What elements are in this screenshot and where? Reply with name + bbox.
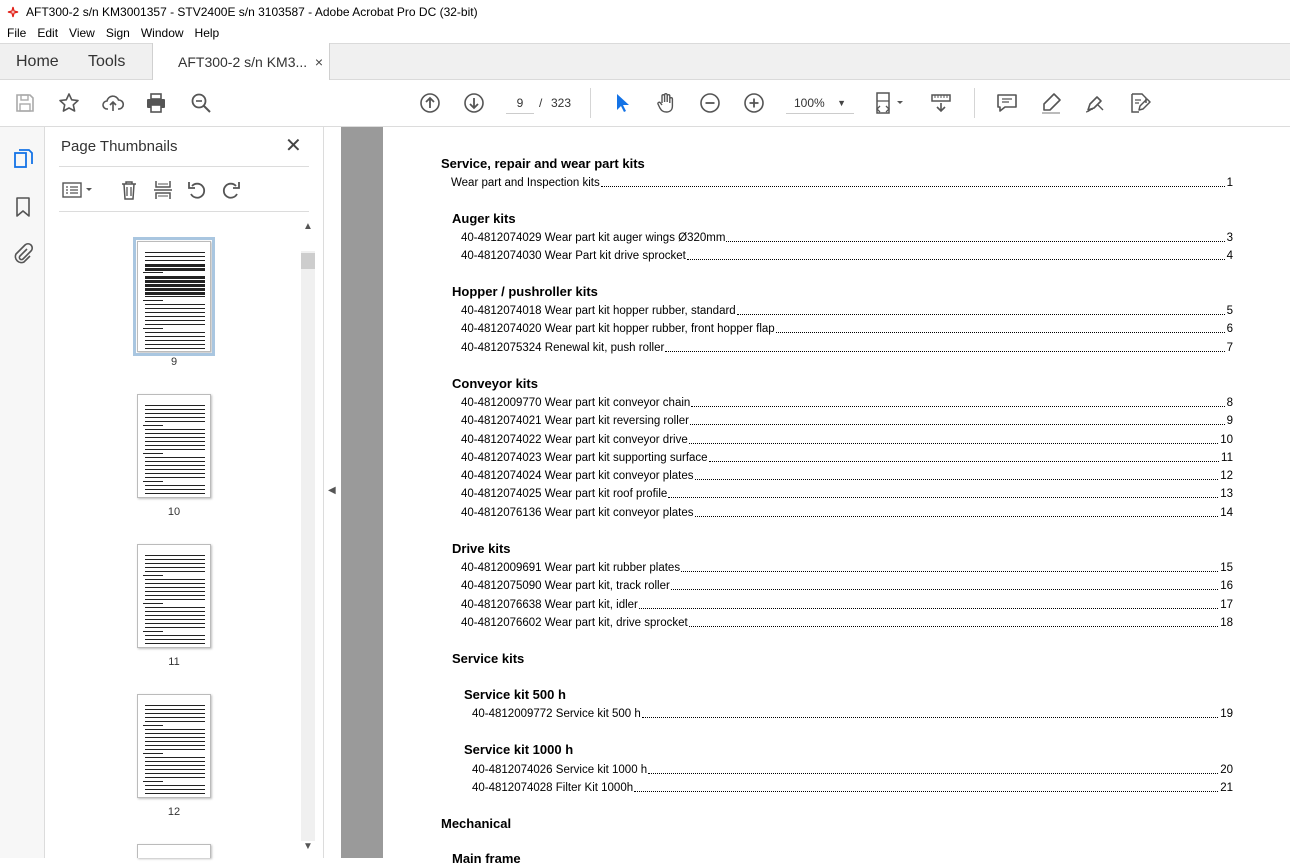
toc-entry[interactable] <box>461 432 1233 446</box>
thumbnail-text-line <box>145 757 205 758</box>
thumbnail-text-line <box>145 268 205 271</box>
thumbnail-text-line <box>145 733 205 734</box>
thumbnail-text-line <box>145 312 205 313</box>
select-cursor-icon[interactable] <box>609 90 635 116</box>
toc-entry[interactable] <box>461 230 1233 244</box>
page-thumbnail[interactable] <box>137 394 211 498</box>
toc-leader-dots <box>695 479 1219 480</box>
page-number-input[interactable]: 9 <box>506 92 534 114</box>
thumbnail-text-line <box>143 272 163 273</box>
scroll-track[interactable] <box>301 251 315 841</box>
toc-entry[interactable] <box>461 615 1233 629</box>
toc-leader-dots <box>689 443 1218 444</box>
toc-page-number: 11 <box>1221 452 1233 464</box>
toc-entry[interactable] <box>461 340 1233 354</box>
comment-icon[interactable] <box>994 90 1020 116</box>
thumbnail-text-line <box>145 445 205 446</box>
toc-entry[interactable] <box>461 597 1233 611</box>
thumbnail-text-line <box>145 749 205 750</box>
thumbnail-text-line <box>145 421 205 422</box>
thumbnail-text-line <box>145 777 205 778</box>
toc-entry-label: 40-4812074029 Wear part kit auger wings Ø320mm <box>461 232 726 244</box>
thumbnail-text-line <box>143 575 163 576</box>
thumbnail-text-line <box>145 709 205 710</box>
thumbnail-text-line <box>145 417 205 418</box>
rotate-clockwise-icon[interactable] <box>219 177 243 203</box>
toc-heading: Main frame <box>452 851 521 866</box>
thumbnail-text-line <box>145 567 205 568</box>
toc-entry[interactable] <box>461 486 1233 500</box>
toc-entry-label: 40-4812009770 Wear part kit conveyor chain <box>461 397 691 409</box>
zoom-in-icon[interactable] <box>741 90 767 116</box>
thumbnail-text-line <box>145 619 205 620</box>
toc-leader-dots <box>668 497 1218 498</box>
scroll-mode-icon[interactable] <box>928 90 954 116</box>
toc-heading: Auger kits <box>452 211 516 226</box>
thumbnail-text-line <box>145 348 205 349</box>
chevron-down-icon: ▼ <box>837 98 846 108</box>
thumbnail-text-line <box>145 336 205 337</box>
thumbnail-text-line <box>145 276 205 279</box>
thumbnail-text-line <box>145 260 205 261</box>
toc-page-number: 6 <box>1226 323 1233 335</box>
scroll-thumb[interactable] <box>301 253 315 269</box>
bookmark-icon[interactable] <box>11 195 35 219</box>
thumbnail-text-line <box>145 611 205 612</box>
next-page-icon[interactable] <box>461 90 487 116</box>
toc-page-number: 10 <box>1220 434 1233 446</box>
thumbnail-text-line <box>145 737 205 738</box>
thumbnail-text-line <box>143 753 163 754</box>
toc-leader-dots <box>687 259 1225 260</box>
hand-tool-icon[interactable] <box>653 90 679 116</box>
thumbnail-text-line <box>145 595 205 596</box>
thumbnail-text-line <box>145 643 205 644</box>
page-total: 323 <box>551 96 572 110</box>
thumbnail-text-line <box>145 469 205 470</box>
tab-document-label: AFT300-2 s/n KM3... <box>178 54 308 70</box>
menu-bar <box>0 23 1290 43</box>
thumbnail-text-line <box>145 721 205 722</box>
thumbnail-text-line <box>145 461 205 462</box>
extract-pages-icon[interactable] <box>151 177 175 203</box>
thumbnail-text-line <box>145 583 205 584</box>
thumbnail-text-line <box>145 344 205 345</box>
thumbnail-scrollbar[interactable] <box>301 221 315 858</box>
fill-sign-icon[interactable] <box>1126 90 1152 116</box>
toc-page-number: 12 <box>1220 470 1233 482</box>
page-thumbnail[interactable] <box>137 694 211 798</box>
thumbnail-text-line <box>145 457 205 458</box>
page-fit-icon[interactable] <box>873 90 909 116</box>
toc-page-number: 18 <box>1220 617 1233 629</box>
menu-view[interactable]: View <box>69 26 95 40</box>
toc-leader-dots <box>709 461 1219 462</box>
page-separator: / <box>539 96 543 110</box>
toc-page-number: 8 <box>1226 397 1233 409</box>
toc-leader-dots <box>690 424 1225 425</box>
toc-page-number: 21 <box>1220 782 1233 794</box>
thumbnail-text-line <box>145 615 205 616</box>
toc-entry-label: 40-4812074022 Wear part kit conveyor drive <box>461 434 688 446</box>
thumbnail-text-line <box>145 256 205 257</box>
toc-entry-label: 40-4812074023 Wear part kit supporting surface <box>461 452 708 464</box>
thumbnail-text-line <box>145 761 205 762</box>
panel-title: Page Thumbnails <box>61 138 178 155</box>
title-bar <box>0 0 1290 23</box>
panel-collapse-gutter[interactable] <box>324 127 341 858</box>
toc-page-number: 5 <box>1226 305 1233 317</box>
toc-entry[interactable] <box>461 413 1233 427</box>
toc-page-number: 3 <box>1226 232 1233 244</box>
toc-entry[interactable] <box>472 762 1233 776</box>
thumbnail-text-line <box>145 745 205 746</box>
toc-page-number: 7 <box>1226 342 1233 354</box>
thumbnail-text-line <box>143 453 163 454</box>
toc-leader-dots <box>671 589 1218 590</box>
toc-leader-dots <box>648 773 1218 774</box>
toc-entry-label: 40-4812009691 Wear part kit rubber plates <box>461 562 681 574</box>
acrobat-pdf-icon <box>6 5 20 19</box>
thumbnail-text-line <box>145 705 205 706</box>
window-title: AFT300-2 s/n KM3001357 - STV2400E s/n 3103587 - Adobe Acrobat Pro DC (32-bit) <box>26 4 478 19</box>
zoom-level-value: 100% <box>794 96 825 110</box>
toc-entry-label: 40-4812076638 Wear part kit, idler <box>461 599 638 611</box>
thumbnail-text-line <box>145 316 205 317</box>
toc-heading: Service, repair and wear part kits <box>441 156 645 171</box>
page-thumbnails-icon[interactable] <box>11 147 35 171</box>
toc-entry-label: 40-4812074021 Wear part kit reversing roller <box>461 415 689 427</box>
thumbnail-text-line <box>145 340 205 341</box>
toc-page-number: 20 <box>1220 764 1233 776</box>
toc-page-number: 17 <box>1220 599 1233 611</box>
thumbnail-text-line <box>145 473 205 474</box>
tab-document[interactable] <box>152 43 330 81</box>
rotate-counterclockwise-icon[interactable] <box>185 177 209 203</box>
toc-entry[interactable] <box>461 248 1233 262</box>
toc-leader-dots <box>776 332 1225 333</box>
thumbnail-text-line <box>143 425 163 426</box>
page-thumbnail[interactable] <box>137 844 211 858</box>
thumbnail-text-line <box>145 555 205 556</box>
thumbnail-text-line <box>145 607 205 608</box>
thumbnail-text-line <box>145 765 205 766</box>
toc-entry-label: 40-4812074030 Wear Part kit drive sprocket <box>461 250 686 262</box>
thumbnail-text-line <box>143 481 163 482</box>
draw-pen-icon[interactable] <box>1082 90 1108 116</box>
toc-leader-dots <box>634 791 1218 792</box>
toc-entry-label: 40-4812074024 Wear part kit conveyor plates <box>461 470 694 482</box>
thumbnail-text-line <box>145 773 205 774</box>
toc-leader-dots <box>691 406 1224 407</box>
page-thumbnails-panel <box>45 127 324 858</box>
previous-page-icon[interactable] <box>417 90 443 116</box>
toc-entry[interactable] <box>472 706 1233 720</box>
thumbnail-text-line <box>145 465 205 466</box>
toc-page-number: 15 <box>1220 562 1233 574</box>
thumbnail-text-line <box>145 713 205 714</box>
toc-entry-label: 40-4812074020 Wear part kit hopper rubber, front hopper flap <box>461 323 775 335</box>
toc-heading: Mechanical <box>441 816 512 831</box>
thumbnail-text-line <box>143 603 163 604</box>
toc-page-number: 9 <box>1226 415 1233 427</box>
toc-leader-dots <box>737 314 1225 315</box>
toc-entry-label: 40-4812075324 Renewal kit, push roller <box>461 342 665 354</box>
toc-heading: Hopper / pushroller kits <box>452 284 598 299</box>
toc-entry[interactable] <box>461 578 1233 592</box>
thumbnail-text-line <box>145 429 205 430</box>
save-icon[interactable] <box>12 90 38 116</box>
thumbnail-text-line <box>145 477 205 478</box>
toc-leader-dots <box>601 186 1225 187</box>
thumbnail-text-line <box>143 781 163 782</box>
toc-leader-dots <box>642 717 1218 718</box>
find-zoom-icon[interactable] <box>188 90 214 116</box>
thumbnail-text-line <box>145 729 205 730</box>
thumbnail-text-line <box>143 725 163 726</box>
thumbnail-text-line <box>145 288 205 291</box>
tab-home[interactable]: Home <box>16 53 59 70</box>
thumbnail-text-line <box>145 252 205 253</box>
toc-leader-dots <box>665 351 1224 352</box>
close-tab-icon[interactable]: × <box>314 54 323 70</box>
thumbnail-text-line <box>145 308 205 309</box>
thumbnail-text-line <box>145 320 205 321</box>
toc-entry-label: 40-4812009772 Service kit 500 h <box>472 708 641 720</box>
thumbnail-text-line <box>145 405 205 406</box>
page-thumbnail-number: 11 <box>168 656 180 668</box>
toc-entry-label: 40-4812074026 Service kit 1000 h <box>472 764 648 776</box>
thumbnail-text-line <box>145 785 205 786</box>
thumbnail-text-line <box>145 741 205 742</box>
thumbnail-text-line <box>145 591 205 592</box>
thumbnail-text-line <box>145 587 205 588</box>
page-thumbnail-number: 12 <box>167 806 181 818</box>
toc-entry[interactable] <box>461 505 1233 519</box>
menu-sign[interactable]: Sign <box>105 26 130 40</box>
toc-entry-label: 40-4812074018 Wear part kit hopper rubber, standard <box>461 305 736 317</box>
toc-entry[interactable] <box>461 560 1233 574</box>
thumbnail-text-line <box>145 409 205 410</box>
main-toolbar <box>0 80 1290 127</box>
thumbnail-text-line <box>145 437 205 438</box>
thumbnail-text-line <box>145 433 205 434</box>
thumbnail-text-line <box>145 579 205 580</box>
toc-page-number: 1 <box>1226 177 1233 189</box>
document-background <box>341 127 383 858</box>
thumbnail-text-line <box>145 332 205 333</box>
zoom-level-select[interactable] <box>786 92 854 114</box>
toc-page-number: 4 <box>1226 250 1233 262</box>
toc-page-number: 19 <box>1220 708 1233 720</box>
thumbnail-text-line <box>143 631 163 632</box>
toc-leader-dots <box>695 516 1219 517</box>
toc-heading: Service kit 500 h <box>464 687 566 702</box>
document-page <box>383 127 1290 866</box>
toc-page-number: 14 <box>1220 507 1233 519</box>
thumbnail-text-line <box>145 493 205 494</box>
divider <box>59 166 309 167</box>
page-thumbnail-number: 9 <box>170 356 178 368</box>
thumbnail-text-line <box>145 793 205 794</box>
thumbnail-toolbar <box>59 177 309 203</box>
menu-file[interactable]: File <box>7 26 27 40</box>
thumbnail-text-line <box>145 571 205 572</box>
thumbnail-text-line <box>145 639 205 640</box>
attachment-icon[interactable] <box>11 241 35 265</box>
toc-heading: Service kit 1000 h <box>464 742 574 757</box>
toc-leader-dots <box>689 626 1218 627</box>
page-thumbnail-number: 10 <box>167 506 181 518</box>
menu-help[interactable]: Help <box>194 26 220 40</box>
toc-entry[interactable] <box>461 395 1233 409</box>
toc-leader-dots <box>639 608 1218 609</box>
scroll-up-icon[interactable]: ▲ <box>303 221 313 232</box>
upload-cloud-icon[interactable] <box>100 90 126 116</box>
thumbnail-text-line <box>145 292 205 295</box>
thumbnail-text-line <box>145 284 205 287</box>
thumbnail-text-line <box>145 413 205 414</box>
tab-bar <box>0 43 1290 80</box>
thumbnail-text-line <box>143 328 163 329</box>
toc-heading: Conveyor kits <box>452 376 538 391</box>
toc-page-number: 13 <box>1220 488 1233 500</box>
highlight-pen-icon[interactable] <box>1038 90 1064 116</box>
thumbnail-text-line <box>145 623 205 624</box>
thumbnail-text-line <box>145 441 205 442</box>
thumbnail-text-line <box>145 635 205 636</box>
toc-heading: Service kits <box>452 651 525 666</box>
toc-entry-label: 40-4812076136 Wear part kit conveyor plates <box>461 507 694 519</box>
thumbnail-text-line <box>145 324 205 325</box>
print-icon[interactable] <box>143 90 169 116</box>
thumbnail-text-line <box>145 559 205 560</box>
thumbnail-text-line <box>145 280 205 283</box>
thumbnail-text-line <box>145 304 205 305</box>
page-thumbnail[interactable] <box>137 241 211 352</box>
toolbar-divider <box>974 88 975 118</box>
toc-entry[interactable] <box>461 450 1233 464</box>
navigation-rail <box>0 127 45 858</box>
toc-entry-label: 40-4812075090 Wear part kit, track roller <box>461 580 670 592</box>
thumbnail-text-line <box>145 264 205 267</box>
thumbnail-text-line <box>145 296 205 297</box>
page-thumbnail[interactable] <box>137 544 211 648</box>
toolbar-divider <box>590 88 591 118</box>
trash-icon[interactable] <box>117 177 141 203</box>
thumbnail-text-line <box>145 789 205 790</box>
toc-entry[interactable] <box>461 321 1233 335</box>
toc-entry-label: 40-4812074028 Filter Kit 1000h <box>472 782 634 794</box>
toc-heading: Drive kits <box>452 541 511 556</box>
thumbnail-text-line <box>145 717 205 718</box>
star-icon[interactable] <box>56 90 82 116</box>
collapse-panel-icon[interactable]: ◀ <box>328 485 336 496</box>
thumbnail-text-line <box>145 449 205 450</box>
divider <box>59 211 309 212</box>
menu-edit[interactable]: Edit <box>37 26 59 40</box>
toc-entry-label: Wear part and Inspection kits <box>451 177 600 189</box>
zoom-out-icon[interactable] <box>697 90 723 116</box>
thumbnail-text-line <box>145 599 205 600</box>
thumbnail-text-line <box>145 563 205 564</box>
thumbnail-text-line <box>143 300 163 301</box>
toc-entry[interactable] <box>451 175 1233 189</box>
thumbnail-options-icon[interactable] <box>61 177 95 203</box>
toc-leader-dots <box>726 241 1224 242</box>
close-panel-icon[interactable]: ✕ <box>285 135 302 157</box>
toc-entry[interactable] <box>461 303 1233 317</box>
toc-entry[interactable] <box>461 468 1233 482</box>
menu-window[interactable]: Window <box>140 26 184 40</box>
toc-entry-label: 40-4812076602 Wear part kit, drive sprocket <box>461 617 688 629</box>
toc-leader-dots <box>681 571 1218 572</box>
toc-entry-label: 40-4812074025 Wear part kit roof profile <box>461 488 668 500</box>
thumbnail-text-line <box>145 489 205 490</box>
tab-tools[interactable]: Tools <box>88 53 126 70</box>
thumbnail-text-line <box>145 627 205 628</box>
toc-page-number: 16 <box>1220 580 1233 592</box>
toc-entry[interactable] <box>472 780 1233 794</box>
scroll-down-icon[interactable]: ▼ <box>303 841 313 852</box>
thumbnail-text-line <box>145 769 205 770</box>
thumbnail-text-line <box>145 485 205 486</box>
